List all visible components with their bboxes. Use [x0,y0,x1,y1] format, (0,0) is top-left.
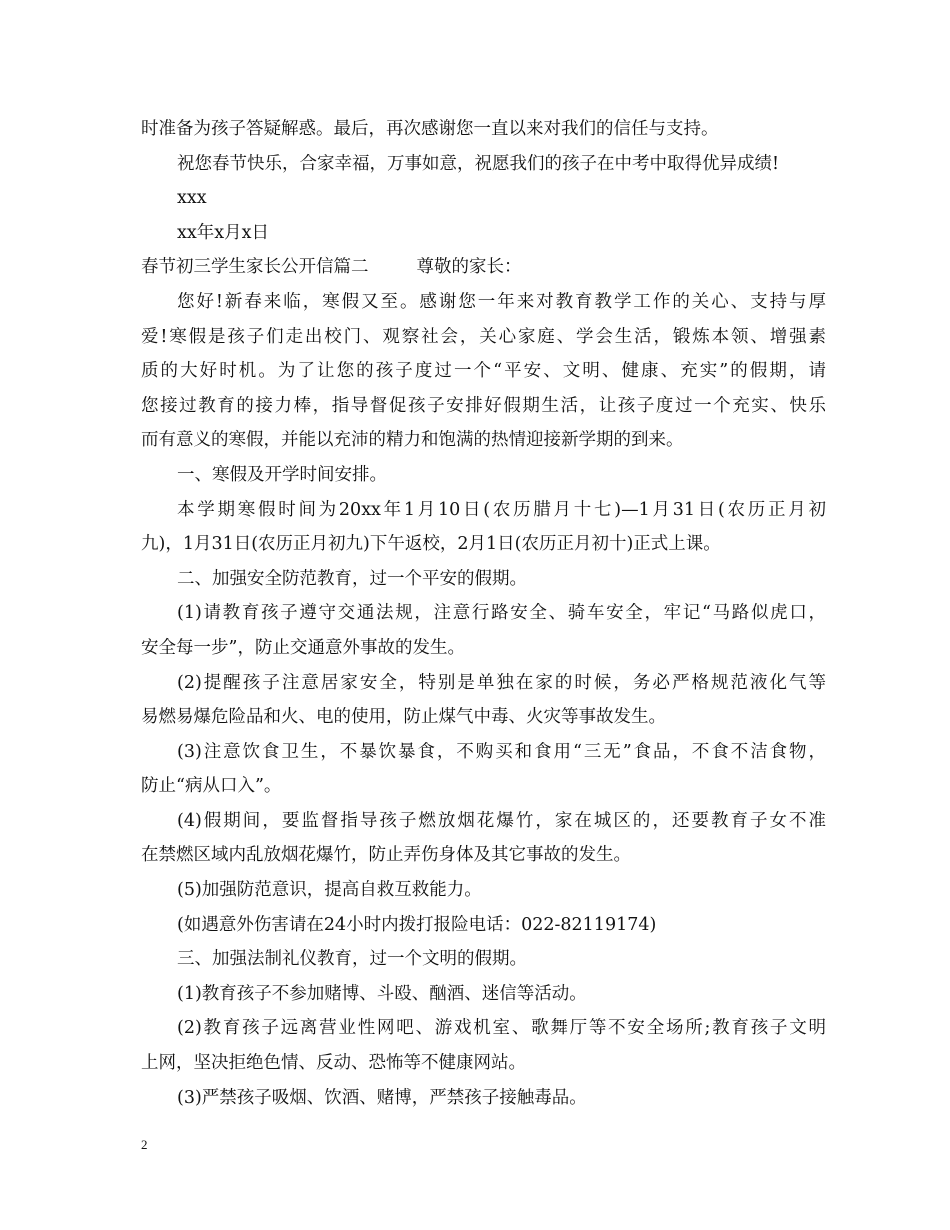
paragraph-line: 爱!寒假是孩子们走出校门、观察社会，关心家庭、学会生活，锻炼本领、增强素 [141,326,826,347]
salutation: 尊敬的家长： [416,257,522,278]
date-line: xx年x月x日 [177,222,269,243]
paragraph-line: 您好!新春来临，寒假又至。感谢您一年来对教育教学工作的关心、支持与厚 [177,291,826,312]
letter-title: 春节初三学生家长公开信篇二 [141,257,369,278]
page-number: 2 [141,1137,148,1152]
section-heading: 二、加强安全防范教育，过一个平安的假期。 [177,568,527,589]
paragraph-line: 而有意义的寒假，并能以充沛的精力和饱满的热情迎接新学期的到来。 [141,430,684,451]
list-item-line: (3)注意饮食卫生，不暴饮暴食，不购买和食用“三无”食品，不食不洁食物， [177,741,826,762]
paragraph-line: 质的大好时机。为了让您的孩子度过一个“平安、文明、健康、充实”的假期，请 [141,361,826,382]
section-heading: 三、加强法制礼仪教育，过一个文明的假期。 [177,949,527,970]
letter-title-line [141,250,826,285]
paragraph-line: 您接过教育的接力棒，指导督促孩子安排好假期生活，让孩子度过一个充实、快乐 [141,395,826,416]
section-heading: 一、寒假及开学时间安排。 [177,464,387,485]
paragraph-line: 时准备为孩子答疑解惑。最后，再次感谢您一直以来对我们的信任与支持。 [141,119,719,139]
list-item-line: 安全每一步”，防止交通意外事故的发生。 [141,637,465,658]
signature-line: xxx [177,188,207,209]
document-body [141,112,826,1115]
list-item-line: 在禁燃区域内乱放烟花爆竹，防止弄伤身体及其它事故的发生。 [141,845,631,866]
list-item-line: 防止“病从口入”。 [141,776,282,797]
list-item-line: (1)教育孩子不参加赌博、斗殴、酗酒、迷信等活动。 [177,983,587,1004]
list-item-line: (5)加强防范意识，提高自救互救能力。 [177,880,482,901]
list-item-line: 易燃易爆危险品和火、电的使用，防止煤气中毒、火灾等事故发生。 [141,707,666,728]
list-item-line: (2)教育孩子远离营业性网吧、游戏机室、歌舞厅等不安全场所;教育孩子文明 [177,1018,826,1039]
list-item-line: (2)提醒孩子注意居家安全，特别是单独在家的时候，务必严格规范液化气等 [177,672,826,693]
paragraph-line: 本学期寒假时间为20xx年1月10日(农历腊月十七)—1月31日(农历正月初 [177,499,826,520]
list-item-line: (3)严禁孩子吸烟、饮酒、赌博，严禁孩子接触毒品。 [177,1087,587,1108]
hotline-note: (如遇意外伤害请在24小时内拨打报险电话：022-82119174) [177,914,657,935]
list-item-line: 上网，坚决拒绝色情、反动、恐怖等不健康网站。 [141,1053,526,1074]
list-item-line: (1)请教育孩子遵守交通法规，注意行路安全、骑车安全，牢记“马路似虎口， [177,603,826,624]
list-item-line: (4)假期间，要监督指导孩子燃放烟花爆竹，家在城区的，还要教育子女不准 [177,810,826,831]
paragraph-line: 九)，1月31日(农历正月初九)下午返校，2月1日(农历正月初十)正式上课。 [141,534,721,555]
paragraph-line: 祝您春节快乐，合家幸福，万事如意，祝愿我们的孩子在中考中取得优异成绩! [177,153,780,174]
